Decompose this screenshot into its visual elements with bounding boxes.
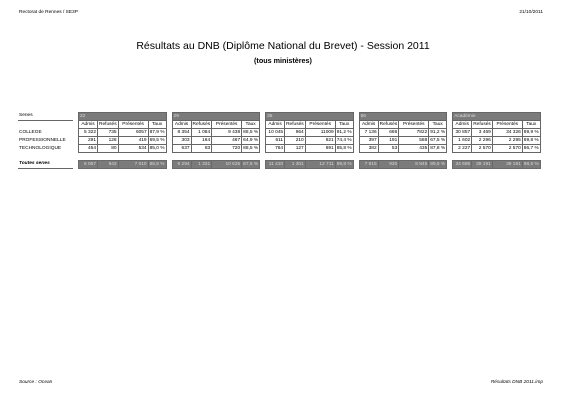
- total-value-cell: 39 191: [492, 161, 522, 169]
- group-header: Académie: [453, 113, 541, 121]
- value-cell: 89,9 %: [523, 129, 539, 135]
- total-value-cell: 1 301: [285, 161, 306, 169]
- value-cell: 67,5 %: [430, 137, 446, 143]
- total-value-cell: 87,5 %: [243, 161, 259, 167]
- header-left: Rectorat de Rennes / SE3P: [19, 10, 78, 15]
- total-value-cell: 7 915: [359, 161, 378, 169]
- total-row: [18, 161, 540, 169]
- value-cell: 7822: [399, 129, 429, 137]
- value-cell: 2 296: [472, 137, 493, 145]
- value-cell: 637: [172, 145, 191, 153]
- total-value-cell: 6 067: [79, 161, 98, 169]
- value-cell: 69,8 %: [523, 137, 539, 143]
- value-cell: 5 322: [79, 129, 98, 137]
- blank-cell: [18, 121, 73, 129]
- results-table: [18, 112, 541, 169]
- value-cell: 2 227: [453, 145, 472, 153]
- value-cell: 88,5 %: [243, 145, 259, 151]
- value-cell: 30 857: [453, 129, 472, 137]
- value-cell: 764: [266, 145, 285, 153]
- value-cell: 34 326: [492, 129, 522, 137]
- total-label: Toutes séries: [18, 161, 73, 169]
- header-date: 21/10/2011: [519, 10, 543, 15]
- value-cell: 88,5 %: [243, 129, 259, 135]
- total-value-cell: 10 625: [212, 161, 242, 169]
- value-cell: 91,2 %: [336, 129, 352, 135]
- total-value-cell: 11 410: [266, 161, 285, 169]
- value-cell: 735: [98, 129, 119, 137]
- column-header: Admis: [359, 121, 378, 129]
- total-value-cell: 89,8 %: [336, 161, 352, 167]
- column-header: Présentés: [492, 121, 522, 129]
- value-cell: 454: [79, 145, 98, 153]
- total-value-cell: 930: [378, 161, 399, 169]
- total-value-cell: 34 686: [453, 161, 472, 169]
- column-header: Refusés: [286, 121, 304, 127]
- value-cell: 2 570: [472, 145, 493, 153]
- value-cell: 7 136: [359, 129, 378, 137]
- column-header: Refusés: [99, 121, 117, 127]
- column-header: Refusés: [379, 121, 398, 127]
- value-cell: 11009: [305, 129, 335, 137]
- group-header: 35: [266, 113, 354, 121]
- total-value-cell: 1 331: [191, 161, 212, 169]
- footer-file: Résultats DNB 2011.imp: [490, 380, 543, 385]
- column-header: Taux: [335, 121, 353, 129]
- value-cell: 69,5 %: [149, 137, 165, 143]
- table-row: [18, 145, 540, 153]
- row-label: COLLEGE: [19, 129, 42, 135]
- value-cell: 435: [399, 145, 429, 153]
- value-cell: 397: [359, 137, 378, 145]
- column-header: Taux: [429, 121, 447, 129]
- table-row: [18, 137, 540, 145]
- total-value-cell: 7 010: [118, 161, 148, 169]
- value-cell: 80: [98, 145, 119, 153]
- value-cell: 64,9 %: [243, 137, 259, 143]
- value-cell: 8 354: [172, 129, 191, 137]
- footer-source: Source : Ocean: [19, 380, 53, 385]
- value-cell: 9 438: [212, 129, 242, 137]
- row-label: PROFESSIONNELLE: [19, 137, 66, 143]
- value-cell: 85,8 %: [336, 145, 352, 151]
- total-value-cell: 943: [98, 161, 119, 169]
- value-cell: 127: [285, 145, 306, 153]
- column-header: Taux: [148, 121, 166, 129]
- column-header: Refusés: [473, 121, 491, 127]
- value-cell: 1 602: [453, 137, 472, 145]
- column-header: Refusés: [192, 121, 211, 127]
- value-cell: 611: [266, 137, 285, 145]
- value-cell: 85,0 %: [149, 145, 165, 151]
- value-cell: 87,8 %: [430, 145, 446, 151]
- row-label: TECHNOLOGIQUE: [19, 145, 62, 151]
- page-subtitle: (tous ministères): [254, 56, 312, 65]
- column-header: Présentés: [305, 121, 335, 129]
- column-header: Admis: [79, 121, 98, 129]
- total-value-cell: 39 191: [472, 161, 493, 169]
- value-cell: 53: [378, 145, 399, 153]
- column-header: Admis: [453, 121, 472, 129]
- spacer: [18, 153, 540, 161]
- value-cell: 10 045: [266, 129, 285, 137]
- column-header: Présentés: [118, 121, 148, 129]
- group-header-row: [18, 113, 540, 121]
- group-header: 22: [79, 113, 167, 121]
- value-cell: 891: [305, 145, 335, 153]
- value-cell: 382: [359, 145, 378, 153]
- value-cell: 419: [118, 137, 148, 145]
- value-cell: 303: [172, 137, 191, 145]
- value-cell: 3 469: [472, 129, 493, 137]
- group-header: 56: [359, 113, 447, 121]
- value-cell: 83: [191, 145, 212, 153]
- value-cell: 821: [305, 137, 335, 145]
- value-cell: 91,2 %: [430, 129, 446, 135]
- total-value-cell: 88,5 %: [523, 161, 539, 167]
- value-cell: 210: [285, 137, 306, 145]
- value-cell: 86,7 %: [523, 145, 539, 151]
- series-header: Séries: [18, 113, 73, 121]
- group-header: 29: [172, 113, 260, 121]
- value-cell: 534: [118, 145, 148, 153]
- value-cell: 588: [399, 137, 429, 145]
- value-cell: 291: [79, 137, 98, 145]
- value-cell: 686: [378, 129, 399, 137]
- column-header: Admis: [266, 121, 285, 129]
- value-cell: 2 295: [492, 137, 522, 145]
- spacer-row: [18, 153, 540, 161]
- value-cell: 191: [378, 137, 399, 145]
- value-cell: 467: [212, 137, 242, 145]
- table-row: [18, 129, 540, 137]
- value-cell: 164: [191, 137, 212, 145]
- total-value-cell: 89,5 %: [430, 161, 446, 167]
- value-cell: 720: [212, 145, 242, 153]
- total-value-cell: 86,5 %: [149, 161, 165, 167]
- value-cell: 1 084: [191, 129, 212, 137]
- value-cell: 87,9 %: [149, 129, 165, 135]
- value-cell: 964: [285, 129, 306, 137]
- value-cell: 6057: [118, 129, 148, 137]
- column-header: Présentés: [399, 121, 429, 129]
- column-header: Présentés: [212, 121, 242, 129]
- total-value-cell: 9 294: [172, 161, 191, 169]
- page-title: Résultats au DNB (Diplôme National du Brevet) - Session 2011: [136, 40, 430, 52]
- value-cell: 2 570: [492, 145, 522, 153]
- value-cell: 74,4 %: [336, 137, 352, 143]
- column-header: Taux: [522, 121, 540, 129]
- total-value-cell: 8 845: [399, 161, 429, 169]
- value-cell: 128: [98, 137, 119, 145]
- column-header-row: [18, 121, 540, 129]
- column-header: Admis: [172, 121, 191, 129]
- total-value-cell: 12 711: [305, 161, 335, 169]
- column-header: Taux: [242, 121, 260, 129]
